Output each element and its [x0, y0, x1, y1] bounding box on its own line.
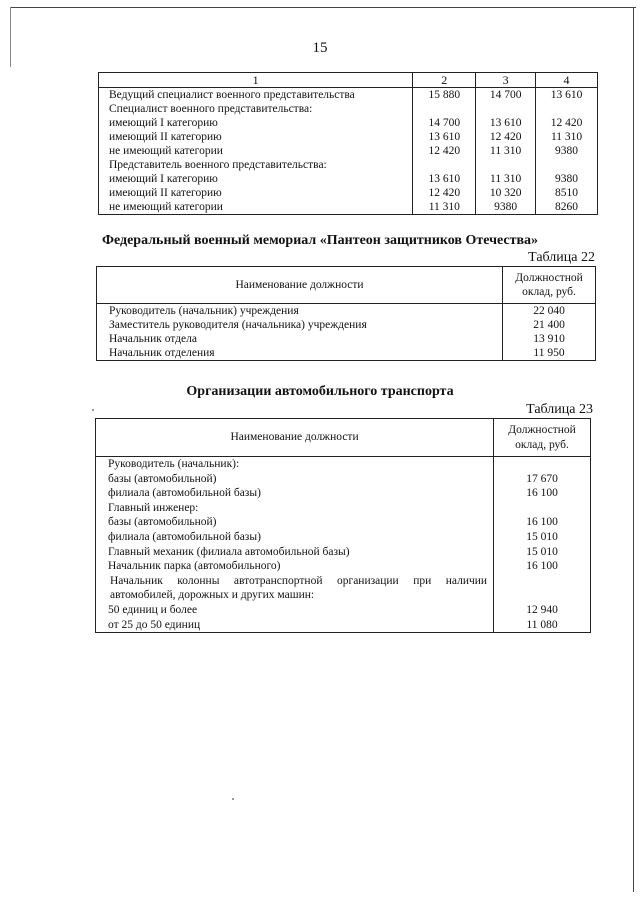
salary-col-2: 12 420: [413, 186, 476, 200]
table-row: [97, 346, 596, 361]
section-23-title: Организации автомобильного транспорта: [186, 384, 454, 399]
salary-col-4: 8260: [536, 200, 598, 215]
salary-col-2: [413, 102, 476, 116]
table-row: [99, 158, 598, 172]
salary-col-2: 12 420: [413, 144, 476, 158]
table-row: [96, 515, 591, 530]
salary-value: 16 100: [494, 559, 591, 574]
header-col-4: 4: [536, 73, 598, 88]
scan-speck: [232, 798, 234, 800]
table-row: [99, 88, 598, 103]
salary-col-2: 13 610: [413, 172, 476, 186]
table-header-row: [96, 419, 591, 457]
auto-transport-salary-table: [95, 418, 591, 633]
table-row: [99, 130, 598, 144]
position-name: Главный механик (филиала автомобильной базы): [96, 545, 494, 560]
salary-value: 11 950: [503, 346, 596, 361]
salary-col-3: 11 310: [476, 172, 536, 186]
header-salary: Должностной оклад, руб.: [503, 267, 596, 304]
section-22-title: Федеральный военный мемориал «Пантеон защитников Отечества»: [101, 233, 539, 248]
salary-value: 12 940: [494, 603, 591, 618]
position-name: базы (автомобильной): [96, 515, 494, 530]
salary-col-3: 11 310: [476, 144, 536, 158]
position-name: имеющий II категорию: [99, 186, 413, 200]
salary-value: 11 080: [494, 618, 591, 633]
salary-col-3: [476, 158, 536, 172]
header-position-name: Наименование должности: [97, 267, 503, 304]
table-header-row: [97, 267, 596, 304]
table-row: [96, 574, 591, 603]
salary-value: [494, 457, 591, 472]
page-number: 15: [312, 40, 328, 56]
salary-value: 21 400: [503, 318, 596, 332]
table-row: [96, 486, 591, 501]
position-name: Специалист военного представительства:: [99, 102, 413, 116]
salary-col-3: [476, 102, 536, 116]
position-name: Руководитель (начальник) учреждения: [97, 304, 503, 319]
table-row: [96, 545, 591, 560]
header-col-2: 2: [413, 73, 476, 88]
table-row: [96, 472, 591, 487]
table-row: [96, 457, 591, 472]
position-name: 50 единиц и более: [96, 603, 494, 618]
table-row: [99, 116, 598, 130]
salary-col-3: 14 700: [476, 88, 536, 103]
position-name: Начальник отделения: [97, 346, 503, 361]
table-row: [96, 618, 591, 633]
table-header-row: [99, 73, 598, 88]
table-row: [99, 102, 598, 116]
position-name: от 25 до 50 единиц: [96, 618, 494, 633]
table-row: [99, 172, 598, 186]
salary-col-2: 13 610: [413, 130, 476, 144]
salary-value: 16 100: [494, 486, 591, 501]
table-row: [99, 200, 598, 215]
salary-col-4: 8510: [536, 186, 598, 200]
salary-col-3: 10 320: [476, 186, 536, 200]
position-name: имеющий II категорию: [99, 130, 413, 144]
salary-value: 17 670: [494, 472, 591, 487]
salary-col-3: 13 610: [476, 116, 536, 130]
pantheon-salary-table: [96, 266, 596, 361]
military-representation-table: [98, 72, 598, 215]
table-22-caption: Таблица 22: [528, 250, 595, 265]
table-row: [97, 304, 596, 319]
position-name: базы (автомобильной): [96, 472, 494, 487]
salary-col-2: [413, 158, 476, 172]
scan-frame-left: [10, 7, 11, 67]
table-row: [96, 501, 591, 516]
position-name: Начальник парка (автомобильного): [96, 559, 494, 574]
table-row: [96, 603, 591, 618]
salary-value: 22 040: [503, 304, 596, 319]
scan-frame-right: [633, 7, 634, 892]
salary-value: 15 010: [494, 545, 591, 560]
table-row: [97, 318, 596, 332]
table-row: [97, 332, 596, 346]
salary-col-4: [536, 102, 598, 116]
table-row: [96, 559, 591, 574]
salary-col-4: 13 610: [536, 88, 598, 103]
position-name: Начальник отдела: [97, 332, 503, 346]
header-col-1: 1: [99, 73, 413, 88]
salary-col-2: 14 700: [413, 116, 476, 130]
salary-col-4: 9380: [536, 144, 598, 158]
table-row: [99, 144, 598, 158]
salary-value: 13 910: [503, 332, 596, 346]
salary-col-4: 12 420: [536, 116, 598, 130]
salary-value: [494, 501, 591, 516]
scan-frame-top: [10, 7, 636, 8]
position-name: не имеющий категории: [99, 200, 413, 215]
table-row: [96, 530, 591, 545]
header-salary: Должностной оклад, руб.: [494, 419, 591, 457]
salary-col-3: 12 420: [476, 130, 536, 144]
position-name: Заместитель руководителя (начальника) учреждения: [97, 318, 503, 332]
position-name: Начальник колонны автотранспортной организации при наличии автомобилей, дорожных и других машин:: [96, 574, 494, 603]
scan-speck: [92, 409, 94, 411]
salary-col-4: [536, 158, 598, 172]
position-name: Главный инженер:: [96, 501, 494, 516]
position-name: имеющий I категорию: [99, 116, 413, 130]
salary-col-2: 15 880: [413, 88, 476, 103]
salary-value: [494, 574, 591, 603]
position-name: Ведущий специалист военного представительства: [99, 88, 413, 103]
position-name: филиала (автомобильной базы): [96, 530, 494, 545]
position-name: имеющий I категорию: [99, 172, 413, 186]
salary-col-4: 11 310: [536, 130, 598, 144]
position-name: не имеющий категории: [99, 144, 413, 158]
header-col-3: 3: [476, 73, 536, 88]
salary-value: 15 010: [494, 530, 591, 545]
table-row: [99, 186, 598, 200]
salary-col-4: 9380: [536, 172, 598, 186]
header-position-name: Наименование должности: [96, 419, 494, 457]
position-name: Руководитель (начальник):: [96, 457, 494, 472]
position-name: филиала (автомобильной базы): [96, 486, 494, 501]
table-23-caption: Таблица 23: [526, 402, 593, 417]
position-name: Представитель военного представительства:: [99, 158, 413, 172]
salary-value: 16 100: [494, 515, 591, 530]
salary-col-2: 11 310: [413, 200, 476, 215]
salary-col-3: 9380: [476, 200, 536, 215]
